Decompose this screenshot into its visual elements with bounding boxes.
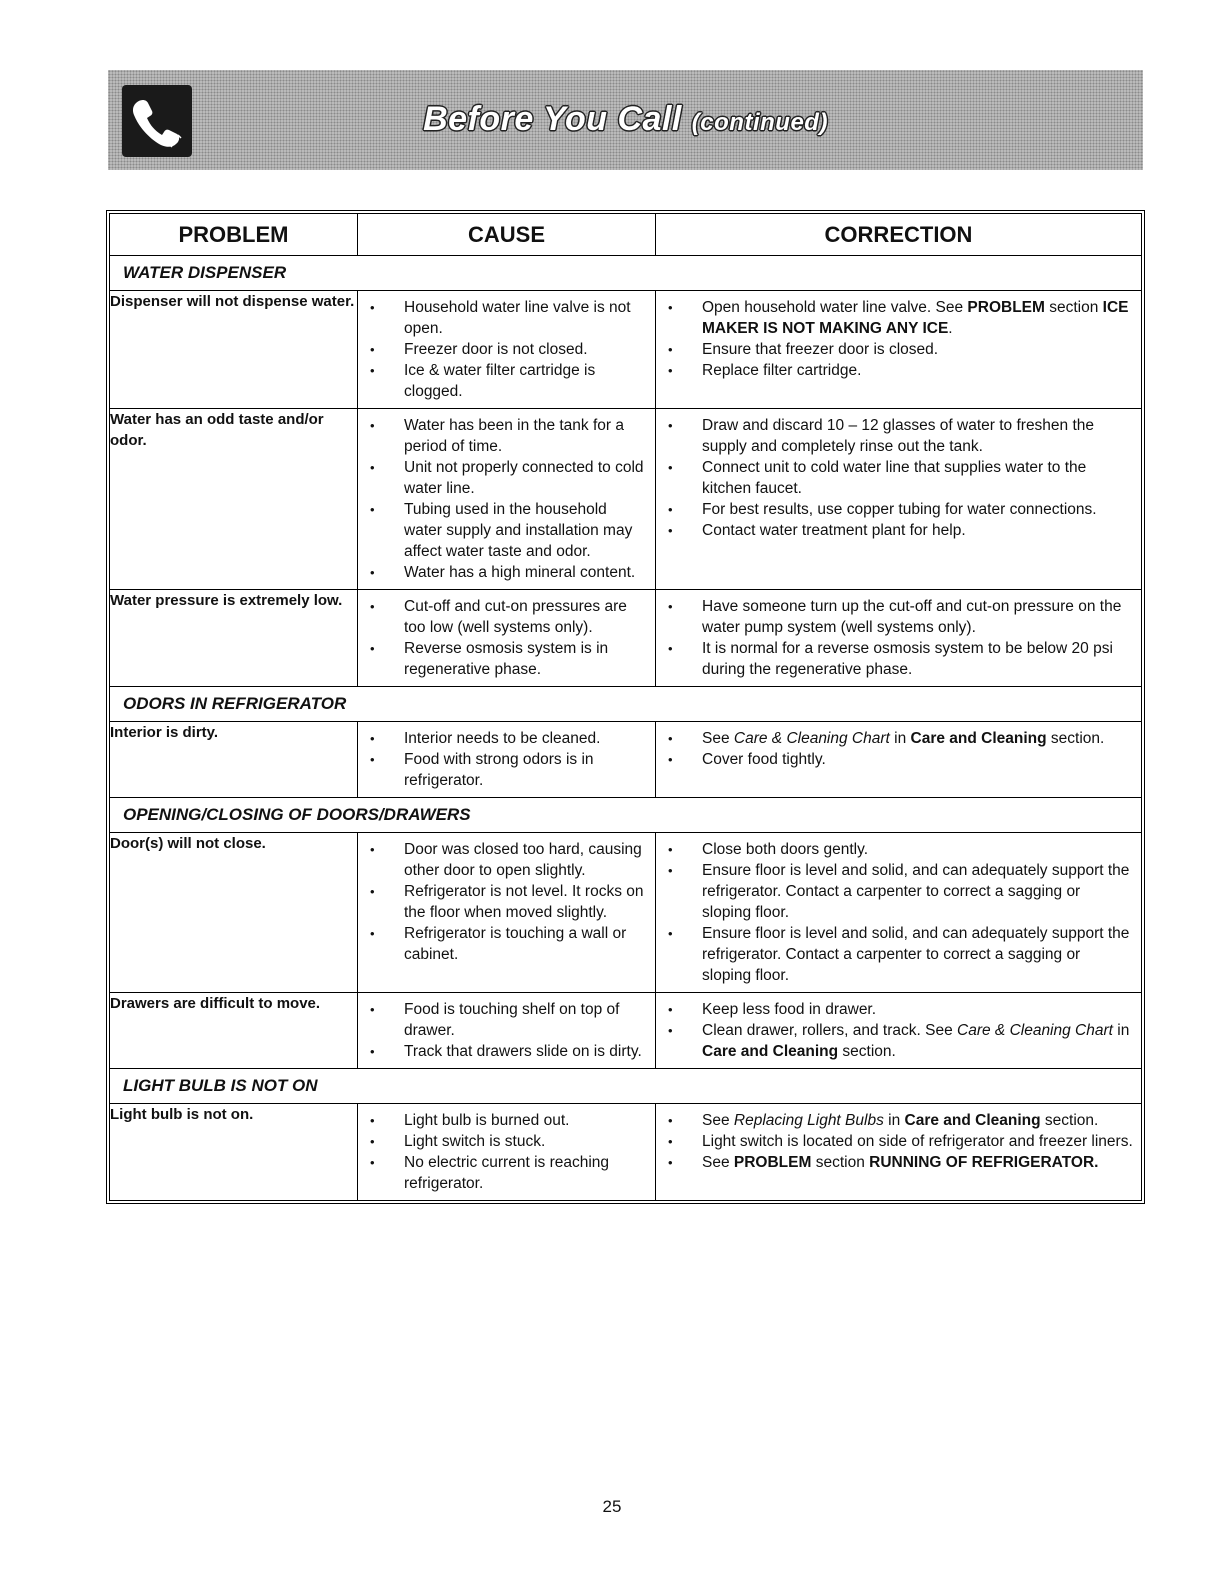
correction-item [656, 415, 1133, 457]
correction-item [656, 1110, 1133, 1131]
header-banner [108, 70, 1143, 170]
correction-item [656, 1131, 1133, 1152]
page-number: 25 [602, 1497, 622, 1516]
column-header-problem: PROBLEM [110, 214, 358, 256]
correction-text: section [1044, 299, 1103, 316]
cause-item: • Household water line valve is not open. [358, 297, 647, 339]
correction-text: Have someone turn up the cut-off and cut-on pressure on the water pump system (well systems only). [702, 598, 1122, 636]
correction-item [656, 923, 1133, 986]
correction-text: section. [838, 1043, 896, 1060]
correction-cell [656, 1104, 1142, 1201]
cause-cell [358, 722, 656, 798]
cause-item: • Ice & water filter cartridge is clogged. [358, 360, 647, 402]
problem-cell: Drawers are difficult to move. [110, 993, 358, 1069]
cause-item: • Cut-off and cut-on pressures are too low (well systems only). [358, 596, 647, 638]
section-header-row [110, 798, 1142, 833]
cause-item: • Refrigerator is not level. It rocks on the floor when moved slightly. [358, 881, 647, 923]
cause-item: • Track that drawers slide on is dirty. [358, 1041, 647, 1062]
cause-cell [358, 993, 656, 1069]
correction-item [656, 360, 1133, 381]
cause-item: • Freezer door is not closed. [358, 339, 647, 360]
correction-item [656, 749, 1133, 770]
cause-item: • Interior needs to be cleaned. [358, 728, 647, 749]
correction-item [656, 596, 1133, 638]
bold-reference: ICE MAKER IS NOT MAKING ANY ICE [702, 299, 1129, 337]
correction-text: section. [1040, 1112, 1099, 1129]
bold-reference: Care and Cleaning [702, 1043, 839, 1060]
correction-text: Open household water line valve. See [702, 299, 968, 316]
correction-item [656, 728, 1133, 749]
correction-cell [656, 291, 1142, 409]
section-header-row [110, 1069, 1142, 1104]
correction-text: Contact water treatment plant for help. [702, 522, 966, 539]
cause-item: • Light bulb is burned out. [358, 1110, 647, 1131]
page-title-text: Before You Call [423, 100, 682, 138]
problem-cell: Water pressure is extremely low. [110, 590, 358, 687]
correction-item [656, 638, 1133, 680]
table-row [110, 993, 1142, 1069]
correction-text: Cover food tightly. [702, 751, 826, 768]
bold-reference: RUNNING OF REFRIGERATOR. [869, 1154, 1099, 1171]
problem-cell: Water has an odd taste and/or odor. [110, 409, 358, 590]
cause-item: • Tubing used in the household water supply and installation may affect water taste and odor. [358, 499, 647, 562]
correction-text: Keep less food in drawer. [702, 1001, 877, 1018]
correction-cell [656, 722, 1142, 798]
table-row [110, 1104, 1142, 1201]
cause-cell [358, 590, 656, 687]
correction-text: It is normal for a reverse osmosis system to be below 20 psi during the regenerative phase. [702, 640, 1113, 678]
correction-text: section [811, 1154, 870, 1171]
cause-item: • Water has a high mineral content. [358, 562, 647, 583]
bold-reference: Care and Cleaning [910, 730, 1047, 747]
cause-item: • Refrigerator is touching a wall or cabinet. [358, 923, 647, 965]
bold-reference: PROBLEM [967, 299, 1045, 316]
cause-item: • Door was closed too hard, causing other door to open slightly. [358, 839, 647, 881]
correction-cell [656, 833, 1142, 993]
correction-cell [656, 409, 1142, 590]
section-header-row [110, 256, 1142, 291]
correction-item [656, 999, 1133, 1020]
cause-item: • Unit not properly connected to cold water line. [358, 457, 647, 499]
table-header-row [110, 214, 1142, 256]
page-subtitle: (continued) [691, 109, 828, 136]
section-title: OPENING/CLOSING OF DOORS/DRAWERS [110, 798, 1142, 833]
cause-item: • No electric current is reaching refrigerator. [358, 1152, 647, 1194]
correction-text: in [883, 1112, 905, 1129]
correction-item [656, 860, 1133, 923]
correction-text: See [702, 730, 734, 747]
correction-text: Draw and discard 10 – 12 glasses of water to freshen the supply and completely rinse out the tank. [702, 417, 1095, 455]
section-title: LIGHT BULB IS NOT ON [110, 1069, 1142, 1104]
correction-cell [656, 590, 1142, 687]
cause-cell [358, 409, 656, 590]
correction-text: Close both doors gently. [702, 841, 869, 858]
table-row [110, 722, 1142, 798]
cause-item: • Light switch is stuck. [358, 1131, 647, 1152]
problem-cell: Door(s) will not close. [110, 833, 358, 993]
correction-text: Clean drawer, rollers, and track. See [702, 1022, 958, 1039]
cause-cell [358, 291, 656, 409]
correction-text: Light switch is located on side of refrigerator and freezer liners. [702, 1133, 1133, 1150]
cause-cell [358, 1104, 656, 1201]
column-header-correction: CORRECTION [656, 214, 1142, 256]
section-title: ODORS IN REFRIGERATOR [110, 687, 1142, 722]
problem-cell: Interior is dirty. [110, 722, 358, 798]
cause-item: • Reverse osmosis system is in regenerative phase. [358, 638, 647, 680]
cause-cell [358, 833, 656, 993]
table-row [110, 590, 1142, 687]
correction-text: Replace filter cartridge. [702, 362, 862, 379]
correction-text: in [1112, 1022, 1130, 1039]
italic-reference: Replacing Light Bulbs [733, 1112, 884, 1129]
correction-item [656, 839, 1133, 860]
correction-text: See [702, 1112, 734, 1129]
bold-reference: PROBLEM [733, 1154, 812, 1171]
cause-item: • Food is touching shelf on top of drawer. [358, 999, 647, 1041]
section-title: WATER DISPENSER [110, 256, 1142, 291]
correction-item [656, 297, 1133, 339]
correction-item [656, 457, 1133, 499]
table-row [110, 833, 1142, 993]
correction-text: . [948, 320, 953, 337]
section-header-row [110, 687, 1142, 722]
correction-text: Ensure floor is level and solid, and can adequately support the refrigerator. Contact a carpenter to correct a sagging or sloping floor. [702, 925, 1130, 984]
troubleshooting-table [109, 213, 1142, 1201]
correction-text: section. [1046, 730, 1105, 747]
italic-reference: Care & Cleaning Chart [957, 1022, 1113, 1039]
bold-reference: Care and Cleaning [904, 1112, 1041, 1129]
table-row [110, 291, 1142, 409]
table-row [110, 409, 1142, 590]
correction-text: For best results, use copper tubing for water connections. [702, 501, 1097, 518]
page-title [108, 100, 1143, 139]
correction-item [656, 520, 1133, 541]
correction-text: Ensure that freezer door is closed. [702, 341, 939, 358]
problem-cell: Light bulb is not on. [110, 1104, 358, 1201]
correction-text: Connect unit to cold water line that supplies water to the kitchen faucet. [702, 459, 1087, 497]
correction-item [656, 1152, 1133, 1173]
cause-item: • Water has been in the tank for a period of time. [358, 415, 647, 457]
correction-item [656, 1020, 1133, 1062]
italic-reference: Care & Cleaning Chart [733, 730, 890, 747]
correction-item [656, 499, 1133, 520]
correction-text: Ensure floor is level and solid, and can adequately support the refrigerator. Contact a carpenter to correct a sagging or sloping floor. [702, 862, 1130, 921]
correction-item [656, 339, 1133, 360]
correction-text: See [702, 1154, 734, 1171]
correction-text: in [889, 730, 911, 747]
correction-cell [656, 993, 1142, 1069]
problem-cell: Dispenser will not dispense water. [110, 291, 358, 409]
column-header-cause: CAUSE [358, 214, 656, 256]
cause-item: • Food with strong odors is in refrigerator. [358, 749, 647, 791]
